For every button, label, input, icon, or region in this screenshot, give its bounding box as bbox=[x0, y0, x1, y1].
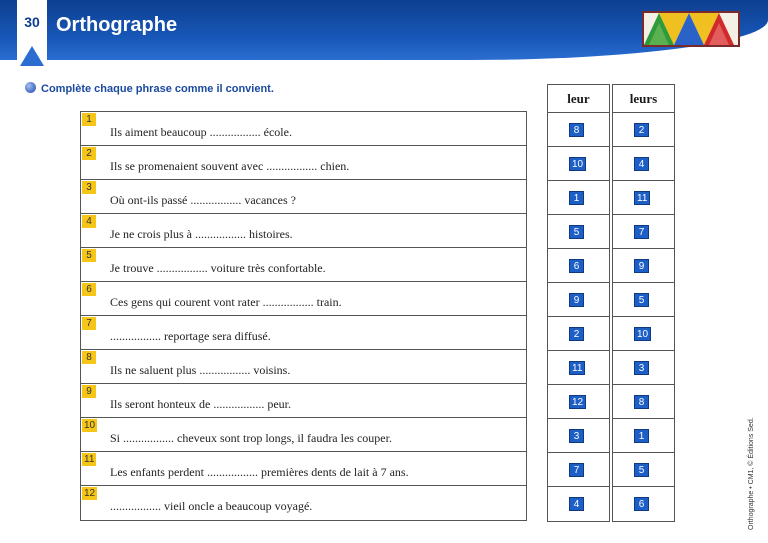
answer-cell bbox=[548, 181, 609, 215]
sentence-row bbox=[81, 146, 526, 180]
sentence-row bbox=[81, 384, 526, 418]
answer-cell bbox=[613, 317, 674, 351]
answer-cell bbox=[613, 453, 674, 487]
answer-badge: 8 bbox=[569, 123, 584, 137]
answer-badge: 10 bbox=[634, 327, 651, 341]
sentence-table bbox=[80, 111, 527, 521]
sentence-text: Ces gens qui courent vont rater ................. train. bbox=[110, 295, 342, 309]
sentence-text: Ils aiment beaucoup ................. école. bbox=[110, 125, 292, 139]
answer-cell bbox=[548, 453, 609, 487]
sentence-row bbox=[81, 452, 526, 486]
page-tab-triangle bbox=[20, 46, 44, 66]
leur-column-header: leur bbox=[548, 85, 609, 113]
sentence-row bbox=[81, 248, 526, 282]
answer-cell bbox=[548, 283, 609, 317]
answer-badge: 6 bbox=[634, 497, 649, 511]
answer-badge: 9 bbox=[634, 259, 649, 273]
answer-cell bbox=[548, 419, 609, 453]
answer-badge: 3 bbox=[634, 361, 649, 375]
sentence-row bbox=[81, 180, 526, 214]
answer-badge: 2 bbox=[569, 327, 584, 341]
instruction-text: Complète chaque phrase comme il convient. bbox=[41, 83, 274, 95]
sentence-number: 12 bbox=[84, 488, 96, 499]
sentence-row bbox=[81, 486, 526, 520]
sentence-number: 2 bbox=[82, 147, 96, 160]
sentence-number: 3 bbox=[82, 181, 96, 194]
answer-badge: 11 bbox=[569, 361, 585, 375]
bullet-icon bbox=[25, 82, 36, 93]
answer-cell bbox=[613, 147, 674, 181]
sentence-row bbox=[81, 418, 526, 452]
answer-badge: 10 bbox=[569, 157, 586, 171]
sentence-text: Je ne crois plus à ................. histoires. bbox=[110, 227, 293, 241]
sentence-text: ................. vieil oncle a beaucoup voyagé. bbox=[110, 499, 313, 513]
sentence-number: 11 bbox=[84, 454, 95, 465]
answer-badge: 11 bbox=[634, 191, 650, 205]
sentence-number: 7 bbox=[82, 317, 96, 330]
answer-cell bbox=[548, 147, 609, 181]
page-title: Orthographe bbox=[56, 14, 178, 36]
triangle-logo-icon bbox=[642, 11, 740, 47]
sentence-number: 1 bbox=[82, 113, 96, 126]
answer-cell bbox=[613, 113, 674, 147]
leurs-column-header: leurs bbox=[613, 85, 674, 113]
sentence-text: Ils se promenaient souvent avec ................. chien. bbox=[110, 159, 350, 173]
answer-cell bbox=[548, 385, 609, 419]
answer-badge: 12 bbox=[569, 395, 586, 409]
sentence-row bbox=[81, 112, 526, 146]
sentence-text: Je trouve ................. voiture très confortable. bbox=[110, 261, 326, 275]
sentence-text: Ils seront honteux de ................. peur. bbox=[110, 397, 291, 411]
answer-badge: 7 bbox=[569, 463, 584, 477]
answer-badge: 3 bbox=[569, 429, 584, 443]
answer-badge: 1 bbox=[634, 429, 649, 443]
sentence-row bbox=[81, 316, 526, 350]
sentence-number: 10 bbox=[84, 420, 96, 431]
answer-badge: 2 bbox=[634, 123, 649, 137]
answer-cell bbox=[548, 215, 609, 249]
answer-cell bbox=[548, 351, 609, 385]
answer-badge: 5 bbox=[634, 463, 649, 477]
answer-badge: 5 bbox=[634, 293, 649, 307]
answer-badge: 6 bbox=[569, 259, 584, 273]
answer-cell bbox=[548, 249, 609, 283]
answer-cell bbox=[613, 351, 674, 385]
answer-badge: 7 bbox=[634, 225, 649, 239]
sentence-number: 4 bbox=[82, 215, 96, 228]
sentence-text: Si ................. cheveux sont trop longs, il faudra les couper. bbox=[110, 431, 392, 445]
answer-cell bbox=[613, 385, 674, 419]
page-number-tab bbox=[17, 0, 47, 72]
answer-cell bbox=[613, 215, 674, 249]
sentence-text: Où ont-ils passé ................. vacances ? bbox=[110, 193, 296, 207]
leurs-column bbox=[612, 84, 675, 522]
sentence-row bbox=[81, 350, 526, 384]
answer-badge: 4 bbox=[569, 497, 584, 511]
sentence-number: 5 bbox=[82, 249, 96, 262]
copyright-credit: Orthographe • CM1, © Éditions Sed. bbox=[748, 417, 755, 530]
sentence-text: Les enfants perdent ................. premières dents de lait à 7 ans. bbox=[110, 465, 409, 479]
answer-badge: 4 bbox=[634, 157, 649, 171]
answer-cell bbox=[613, 249, 674, 283]
answer-cell bbox=[548, 113, 609, 147]
answer-cell bbox=[548, 317, 609, 351]
sentence-text: ................. reportage sera diffusé. bbox=[110, 329, 271, 343]
answer-cell bbox=[548, 487, 609, 521]
answer-badge: 5 bbox=[569, 225, 584, 239]
exercise-instruction bbox=[25, 82, 274, 95]
answer-cell bbox=[613, 181, 674, 215]
sentence-number: 9 bbox=[82, 385, 96, 398]
answer-cell bbox=[613, 283, 674, 317]
answer-badge: 8 bbox=[634, 395, 649, 409]
sentence-row bbox=[81, 214, 526, 248]
leur-column bbox=[547, 84, 610, 522]
sentence-text: Ils ne saluent plus ................. voisins. bbox=[110, 363, 291, 377]
page-number: 30 bbox=[24, 14, 40, 30]
answer-cell bbox=[613, 419, 674, 453]
answer-badge: 1 bbox=[569, 191, 584, 205]
sentence-number: 8 bbox=[82, 351, 96, 364]
answer-cell bbox=[613, 487, 674, 521]
sentence-number: 6 bbox=[82, 283, 96, 296]
answer-badge: 9 bbox=[569, 293, 584, 307]
sentence-row bbox=[81, 282, 526, 316]
